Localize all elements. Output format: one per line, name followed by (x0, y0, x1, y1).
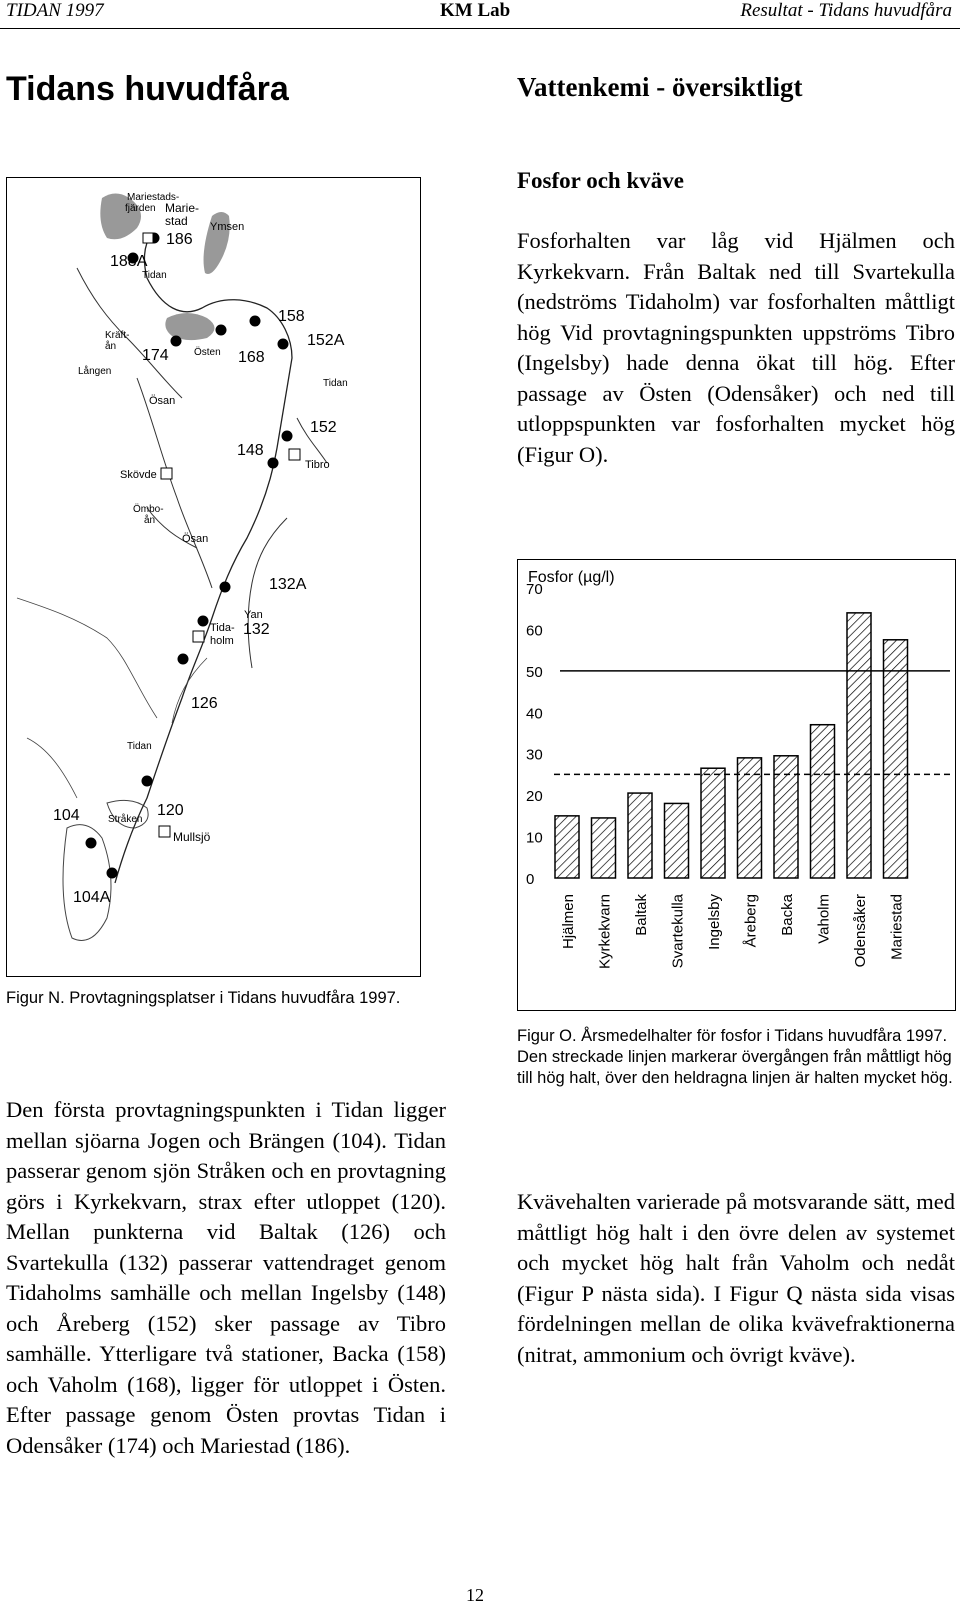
station-158-marker (250, 316, 261, 327)
map-label-152: 152 (310, 419, 337, 436)
skovde-town-icon (161, 468, 172, 479)
river-sw (27, 738, 77, 798)
chart-x-label: Hjälmen (560, 894, 577, 950)
station-126-marker (178, 654, 189, 665)
chart-bar (701, 768, 725, 878)
station-148-marker (268, 458, 279, 469)
map-label-tidan-low: Tidan (127, 741, 152, 752)
map-label-yan: Yan (244, 609, 263, 621)
chart-x-label: Åreberg (742, 894, 760, 948)
header-divider (0, 28, 960, 29)
chart-y-tick-label: 50 (526, 663, 543, 681)
map-label-ymsen: Ymsen (210, 221, 245, 233)
map-label-skovde: Skövde (120, 469, 157, 481)
chart-bar (738, 758, 762, 878)
map-label-188a: 188A (110, 253, 148, 270)
map-label-mariestad-1: Marie- (165, 201, 200, 215)
map-label-126: 126 (191, 695, 218, 712)
map-label-104: 104 (53, 807, 80, 824)
map-label-ombo-1: Ömbo- (133, 504, 164, 515)
chart-bar (555, 816, 579, 878)
chart-bar (847, 613, 871, 878)
map-label-osan-mid: Ösan (182, 533, 209, 545)
station-120-marker (142, 776, 153, 787)
page-title: Tidans huvudfåra (6, 70, 289, 108)
map-label-tidaholm-1: Tida- (210, 622, 235, 634)
map-label-mariestadsfjarden-1: Mariestads- (127, 192, 180, 203)
map-figure (6, 177, 421, 977)
map-label-132: 132 (243, 621, 270, 638)
map-label-kraftan-1: Kräft- (105, 330, 130, 341)
chart-x-label: Vaholm (815, 894, 833, 944)
chart-x-labels (560, 893, 906, 969)
chart-y-ticks (526, 581, 543, 888)
chart-svg (518, 560, 954, 1009)
chart-bar (884, 640, 908, 878)
chart-bar (628, 793, 652, 878)
river-osan (137, 378, 212, 588)
station-132a-marker (220, 582, 231, 593)
chart-x-label: Mariestad (888, 894, 906, 960)
paragraph-fosfor (517, 226, 955, 470)
station-152a-marker (278, 339, 289, 350)
chart-y-tick-label: 40 (526, 705, 543, 723)
map-label-186: 186 (166, 231, 193, 248)
map-label-tidaholm-2: holm (210, 635, 234, 647)
tidaholm-town-icon (193, 631, 204, 642)
caption-figure-o: Figur O. Årsmedelhalter för fosfor i Tidans huvudfåra 1997. Den streckade linjen markerar övergången från måttligt hög till hög halt, över den heldragna linjen är halten mycket hög. (517, 1027, 953, 1087)
station-152-marker (282, 431, 293, 442)
river-tidaholm-branch (172, 658, 207, 723)
river-yan (248, 518, 287, 668)
map-label-langen: Lången (78, 366, 112, 377)
map-label-104a: 104A (73, 889, 111, 906)
header-left: TIDAN 1997 (6, 0, 104, 21)
header-center: KM Lab (440, 0, 511, 21)
chart-bar (592, 818, 616, 878)
chart-bars (555, 613, 908, 878)
map-label-osan-top: Ösan (149, 395, 176, 407)
chart-x-label: Baltak (633, 894, 650, 936)
station-104a-marker (107, 868, 118, 879)
chart-bar (811, 725, 835, 878)
station-168-marker (216, 325, 227, 336)
map-label-tidan-top: Tidan (142, 270, 167, 281)
chart-bar (774, 756, 798, 878)
chart-y-tick-label: 0 (526, 871, 535, 888)
paragraph-stations-text: Den första provtagningspunkten i Tidan ligger mellan sjöarna Jogen och Brängen (104). Tidan passerar genom sjön Stråken och en provtagning görs i Kyrkekvarn, strax efter utloppet (120). Mellan punkterna vid Baltak (126) och Svartekulla (132) passerar vattendraget genom Tidaholms samhälle och mellan Ingelsby (148) och Åreberg (152) sker passage av Tibro samhälle. Ytterligare två stationer, Backa (158) och Vaholm (168), ligger för utloppet i Östen. Efter passage genom Östen provtas Tidan i Odensåker (174) och Mariestad (186). (6, 1097, 446, 1458)
chart-x-label: Odensåker (852, 894, 869, 968)
map-label-148: 148 (237, 442, 264, 459)
map-label-120: 120 (157, 802, 184, 819)
map-label-mariestad-2: stad (165, 214, 188, 228)
mariestad-town-icon (143, 233, 153, 243)
chart-y-tick-label: 20 (526, 788, 543, 806)
station-174-marker (171, 336, 182, 347)
chart-y-tick-label: 60 (526, 622, 543, 640)
paragraph-kvave-text: Kvävehalten varierade på motsvarande sätt, med måttligt hög halt i den övre delen av systemet och mycket hög halt från Vaholm och nedåt (Figur P nästa sida). I Figur Q nästa sida visas fördelningen mellan de olika kvävefraktionerna (nitrat, ammonium och övrigt kväve). (517, 1189, 955, 1367)
station-104-marker (86, 838, 97, 849)
map-label-mullsjo: Mullsjö (173, 830, 211, 844)
map-label-158: 158 (278, 308, 305, 325)
map-label-tibro: Tibro (305, 459, 330, 471)
map-label-osten: Östen (194, 347, 221, 358)
paragraph-stations (6, 1095, 446, 1461)
tibro-town-icon (289, 449, 300, 460)
osten-lake (165, 313, 214, 340)
chart-y-tick-label: 70 (526, 581, 543, 598)
map-label-174: 174 (142, 347, 169, 364)
header-right: Resultat - Tidans huvudfåra (740, 0, 952, 21)
river-west (17, 598, 157, 718)
page-number: 12 (466, 1585, 484, 1605)
chart-figure (517, 559, 956, 1011)
map-label-straken: Stråken (108, 814, 143, 825)
section-title: Vattenkemi - översiktligt (517, 72, 803, 102)
map-label-tidan-mid: Tidan (323, 378, 348, 389)
map-label-kraftan-2: ån (105, 341, 117, 352)
chart-x-label: Svartekulla (669, 894, 687, 969)
paragraph-kvave (517, 1187, 955, 1370)
chart-x-label: Backa (779, 894, 796, 936)
subsection-title: Fosfor och kväve (517, 168, 684, 193)
map-label-ombo-2: ån (144, 515, 156, 526)
paragraph-fosfor-text: Fosforhalten var låg vid Hjälmen och Kyrkekvarn. Från Baltak ned till Svartekulla (nedströms Tidaholm) var fosforhalten måttligt hög Vid provtagningspunkten uppströms Tibro (Ingelsby) hade denna ökat till hög. Efter passage av Östen (Odensåker) och ned till utloppspunkten var fosforhalten mycket hög (Figur O). (517, 228, 955, 467)
chart-bar (665, 803, 689, 878)
map-label-mariestadsfjarden-2: fjärden (125, 203, 156, 214)
map-svg (7, 178, 419, 975)
mullsjo-town-icon (159, 826, 170, 837)
chart-y-tick-label: 30 (526, 746, 543, 764)
station-132-marker (198, 616, 209, 627)
chart-y-tick-label: 10 (526, 829, 543, 847)
river-kraftan (77, 268, 182, 398)
caption-figure-n: Figur N. Provtagningsplatser i Tidans huvudfåra 1997. (6, 989, 401, 1007)
chart-x-label: Kyrkekvarn (596, 894, 614, 970)
map-label-132a: 132A (269, 576, 307, 593)
map-label-168: 168 (238, 349, 265, 366)
chart-title: Fosfor (µg/l) (528, 569, 615, 586)
map-label-152a: 152A (307, 332, 345, 349)
chart-x-label: Ingelsby (706, 894, 723, 950)
